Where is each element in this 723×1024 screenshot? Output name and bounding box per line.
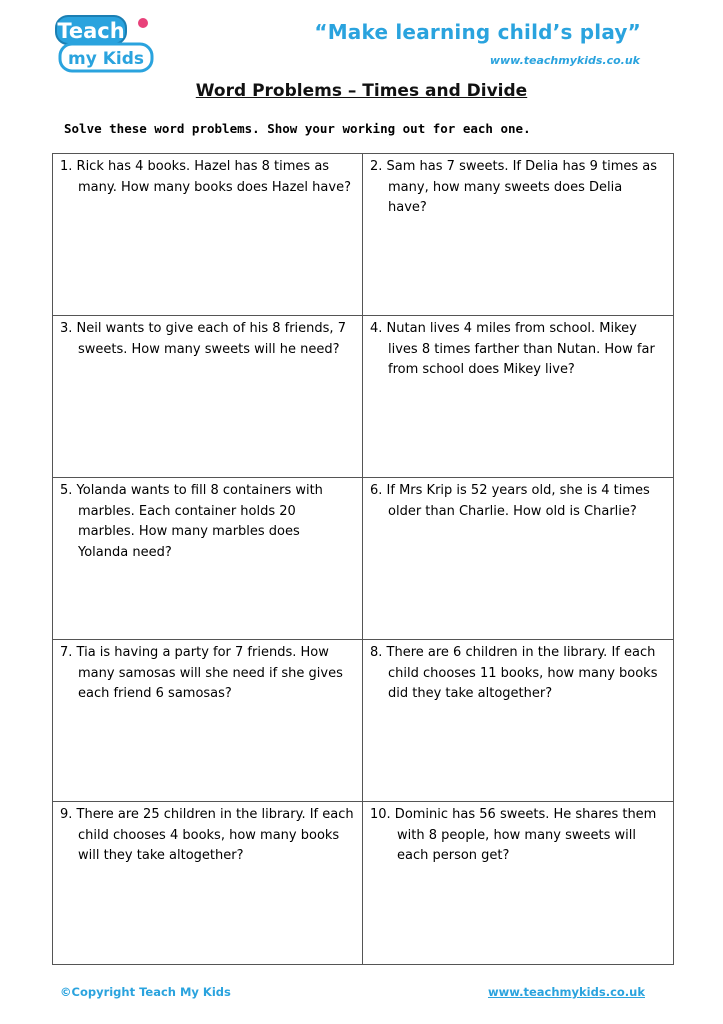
problem-cell-5 bbox=[53, 478, 363, 640]
problem-cell-4 bbox=[363, 316, 673, 478]
problem-text: 6. If Mrs Krip is 52 years old, she is 4 times older than Charlie. How old is Charlie? bbox=[370, 483, 650, 519]
footer-copyright: ©Copyright Teach My Kids bbox=[60, 985, 231, 999]
problem-text: 2. Sam has 7 sweets. If Delia has 9 times as many, how many sweets does Delia have? bbox=[370, 159, 658, 215]
problem-cell-3 bbox=[53, 316, 363, 478]
tagline: “Make learning child’s play” bbox=[314, 20, 641, 44]
problem-text: 8. There are 6 children in the library. If each child chooses 11 books, how many books did they take altogether? bbox=[370, 645, 658, 701]
problem-cell-10 bbox=[363, 802, 673, 964]
problem-text: 1. Rick has 4 books. Hazel has 8 times as many. How many books does Hazel have? bbox=[60, 159, 351, 195]
problem-text: 4. Nutan lives 4 miles from school. Mikey lives 8 times farther than Nutan. How far from school does Mikey live? bbox=[370, 321, 655, 377]
problem-text: 5. Yolanda wants to fill 8 containers with marbles. Each container holds 20 marbles. How many marbles does Yolanda need? bbox=[60, 483, 323, 560]
problem-text: 10. Dominic has 56 sweets. He shares them with 8 people, how many sweets will each person get? bbox=[370, 807, 657, 863]
instructions: Solve these word problems. Show your working out for each one. bbox=[64, 121, 531, 136]
problem-text: 9. There are 25 children in the library. If each child chooses 4 books, how many books will they take altogether? bbox=[60, 807, 354, 863]
svg-text:my Kids: my Kids bbox=[67, 49, 145, 69]
problem-cell-2 bbox=[363, 154, 673, 316]
header-website-link[interactable]: www.teachmykids.co.uk bbox=[489, 54, 640, 67]
worksheet-title: Word Problems – Times and Divide bbox=[195, 81, 528, 101]
problem-cell-9 bbox=[53, 802, 363, 964]
problem-cell-8 bbox=[363, 640, 673, 802]
problem-cell-1 bbox=[53, 154, 363, 316]
footer-website-link[interactable]: www.teachmykids.co.uk bbox=[487, 985, 645, 999]
problems-grid bbox=[52, 153, 674, 965]
problem-text: 3. Neil wants to give each of his 8 friends, 7 sweets. How many sweets will he need? bbox=[60, 321, 346, 357]
svg-text:Teach: Teach bbox=[57, 19, 125, 43]
problem-text: 7. Tia is having a party for 7 friends. How many samosas will she need if she gives each friend 6 samosas? bbox=[60, 645, 343, 701]
problem-cell-7 bbox=[53, 640, 363, 802]
teach-my-kids-logo bbox=[54, 14, 160, 74]
problem-cell-6 bbox=[363, 478, 673, 640]
